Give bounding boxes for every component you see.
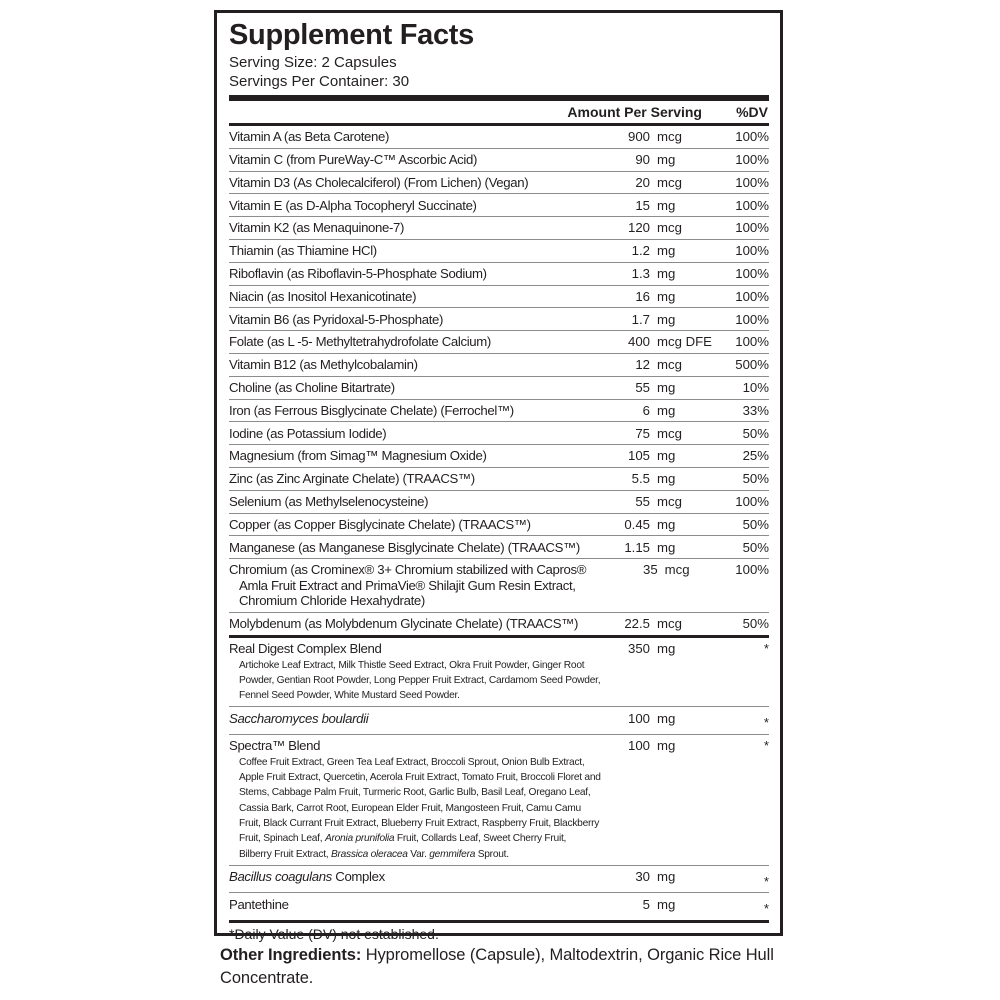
header-dv: %DV (736, 104, 768, 120)
row-unit: mcg (657, 220, 682, 236)
table-row (229, 376, 769, 399)
row-dv: 500% (735, 357, 769, 373)
blend-name: Spectra™ Blend (229, 738, 321, 754)
row-name (229, 735, 601, 865)
row-qty: 12 (635, 357, 650, 373)
row-unit: mcg DFE (657, 334, 712, 350)
row-qty: 6 (642, 402, 650, 418)
row-qty: 22.5 (624, 616, 650, 632)
row-name: Chromium (as Crominex® 3+ Chromium stabilized with Capros® Amla Fruit Extract and PrimaVie® Shilajit Gum Resin Extract, Chromium Chloride Hexahydrate) (229, 562, 587, 609)
table-row (229, 612, 769, 635)
table-row (229, 490, 769, 513)
row-unit: mcg (657, 425, 682, 441)
row-qty: 105 (627, 448, 650, 464)
row-unit: mg (657, 311, 676, 327)
row-dv: * (763, 901, 769, 917)
row-name: Thiamin (as Thiamine HCl) (229, 243, 377, 259)
row-qty: 1.3 (631, 266, 650, 282)
table-row (229, 148, 769, 171)
table-row (229, 444, 769, 467)
row-name: Choline (as Choline Bitartrate) (229, 380, 395, 396)
table-row (229, 558, 769, 612)
ingredient-aronia: Aronia prunifolia (324, 833, 395, 845)
row-qty: 900 (627, 129, 650, 145)
table-row-spectra-blend (229, 734, 769, 865)
row-unit: mg (657, 738, 676, 754)
row-dv: * (763, 641, 769, 657)
table-row (229, 330, 769, 353)
row-name: Vitamin C (from PureWay-C™ Ascorbic Acid) (229, 152, 477, 168)
row-dv: 100% (735, 220, 769, 236)
table-row (229, 126, 769, 148)
row-unit: mg (657, 152, 676, 168)
row-dv: 100% (735, 494, 769, 510)
blend-name: Real Digest Complex Blend (229, 641, 382, 657)
row-unit: mg (657, 896, 676, 912)
table-row (229, 193, 769, 216)
table-row (229, 285, 769, 308)
row-name-text: Saccharomyces boulardii (229, 710, 369, 726)
table-row (229, 421, 769, 444)
row-name: Molybdenum (as Molybdenum Glycinate Chelate) (TRAACS™) (229, 616, 579, 632)
row-name (229, 707, 601, 734)
ingredient-sprout: Sprout. (477, 848, 509, 860)
ingredient-var: Var. (410, 848, 427, 860)
row-unit: mg (657, 402, 676, 418)
row-unit: mg (657, 516, 676, 532)
row-qty: 15 (635, 197, 650, 213)
table-row (229, 399, 769, 422)
other-ingredients-text: Hypromellose (Capsule), Maltodextrin, Organic Rice Hull Concentrate. (220, 946, 774, 987)
row-name: Folate (as L -5- Methyltetrahydrofolate Calcium) (229, 334, 491, 350)
row-dv: 100% (735, 174, 769, 190)
row-unit: mcg (657, 616, 682, 632)
row-dv: 100% (735, 562, 770, 578)
table-row (229, 171, 769, 194)
row-dv: 100% (735, 311, 769, 327)
row-qty: 400 (627, 334, 650, 350)
row-qty: 75 (635, 425, 650, 441)
row-dv: * (763, 738, 769, 754)
row-name (229, 638, 601, 707)
row-unit: mg (657, 641, 676, 657)
row-dv: 25% (742, 448, 769, 464)
row-dv: 50% (742, 616, 769, 632)
row-unit: mcg (664, 562, 690, 578)
header-amount: Amount Per Serving (567, 104, 702, 120)
row-dv: 50% (742, 516, 769, 532)
table-row (229, 239, 769, 262)
row-unit: mg (657, 288, 676, 304)
row-unit: mg (657, 197, 676, 213)
row-name: Zinc (as Zinc Arginate Chelate) (TRAACS™) (229, 471, 475, 487)
row-dv: 100% (735, 129, 769, 145)
row-name: Vitamin B6 (as Pyridoxal-5-Phosphate) (229, 311, 444, 327)
row-qty: 100 (627, 710, 650, 726)
table-row (229, 467, 769, 490)
row-qty: 1.2 (631, 243, 650, 259)
row-dv: 100% (735, 334, 769, 350)
row-dv: 50% (742, 539, 769, 555)
row-name: Copper (as Copper Bisglycinate Chelate) (TRAACS™) (229, 516, 531, 532)
row-dv: 50% (742, 471, 769, 487)
row-qty: 5 (642, 896, 650, 912)
row-unit: mg (657, 448, 676, 464)
row-qty: 5.5 (631, 471, 650, 487)
servings-per-container: Servings Per Container: 30 (229, 73, 410, 90)
row-unit: mcg (657, 174, 682, 190)
row-qty: 100 (627, 738, 650, 754)
row-name: Pantethine (229, 896, 289, 912)
row-qty: 55 (635, 380, 650, 396)
table-row (229, 513, 769, 536)
row-dv: 100% (735, 266, 769, 282)
row-name: Vitamin A (as Beta Carotene) (229, 129, 390, 145)
ingredients-part2: Fruit, Collards Leaf, Sweet Cherry Fruit, Bilberry Fruit Extract, (239, 833, 567, 860)
row-name: Vitamin B12 (as Methylcobalamin) (229, 357, 418, 373)
table-row-pantethine (229, 892, 769, 920)
row-name: Vitamin E (as D-Alpha Tocopheryl Succinate) (229, 197, 477, 213)
column-header (229, 101, 769, 123)
row-qty: 90 (635, 152, 650, 168)
row-qty: 1.7 (631, 311, 650, 327)
row-dv: 100% (735, 288, 769, 304)
serving-size: Serving Size: 2 Capsules (229, 54, 397, 71)
row-name: Vitamin K2 (as Menaquinone-7) (229, 220, 405, 236)
row-qty: 0.45 (624, 516, 650, 532)
other-ingredients (220, 944, 780, 990)
row-unit: mcg (657, 494, 682, 510)
row-unit: mg (657, 471, 676, 487)
row-qty: 30 (635, 869, 650, 885)
row-unit: mg (657, 710, 676, 726)
table-row (229, 262, 769, 285)
row-qty: 16 (635, 288, 650, 304)
row-name (229, 866, 601, 893)
row-qty: 1.15 (624, 539, 650, 555)
row-name: Riboflavin (as Riboflavin-5-Phosphate Sodium) (229, 266, 487, 282)
row-qty: 350 (627, 641, 650, 657)
row-name: Selenium (as Methylselenocysteine) (229, 494, 429, 510)
row-unit: mg (657, 380, 676, 396)
ingredient-gemmifera: gemmifera (429, 848, 476, 860)
row-dv: 50% (742, 425, 769, 441)
row-dv: 100% (735, 243, 769, 259)
row-name-rest: Complex (335, 869, 385, 885)
table-row (229, 535, 769, 558)
row-name: Magnesium (from Simag™ Magnesium Oxide) (229, 448, 487, 464)
row-dv: 100% (735, 197, 769, 213)
table-row (229, 353, 769, 376)
supplement-facts-panel (214, 10, 783, 942)
row-unit: mcg (657, 129, 682, 145)
row-dv: 10% (742, 380, 769, 396)
row-name: Iodine (as Potassium Iodide) (229, 425, 387, 441)
ingredients-part1: Coffee Fruit Extract, Green Tea Leaf Extract, Broccoli Sprout, Onion Bulb Extract, Apple Fruit Extract, Quercetin, Acerola Fruit Extract, Tomato Fruit, Broccoli Floret and Stems, Cabbage Palm Fruit, Turmeric Root, Garlic Bulb, Basil Leaf, Oregano Leaf, Cassia Bark, Carrot Root, European Elder Fruit, Mangosteen Fruit, Camu Camu Fruit, Black Currant Fruit Extract, Blueberry Fruit Extract, Raspberry Fruit, Blackberry Fruit, Spinach Leaf, (239, 756, 601, 845)
row-unit: mg (657, 869, 676, 885)
row-name: Niacin (as Inositol Hexanicotinate) (229, 288, 417, 304)
ingredient-brassica: Brassica oleracea (330, 848, 408, 860)
row-unit: mg (657, 539, 676, 555)
row-qty: 120 (627, 220, 650, 236)
row-dv: 100% (735, 152, 769, 168)
table-row-bacillus (229, 865, 769, 893)
panel-title: Supplement Facts (229, 19, 474, 51)
row-qty: 35 (643, 562, 658, 578)
row-qty: 20 (635, 174, 650, 190)
row-unit: mg (657, 243, 676, 259)
row-dv: 33% (742, 402, 769, 418)
row-unit: mcg (657, 357, 682, 373)
footnote: *Daily Value (DV) not established. (229, 920, 769, 945)
table-row (229, 216, 769, 239)
blend-ingredients: Artichoke Leaf Extract, Milk Thistle Seed Extract, Okra Fruit Powder, Ginger Root Powder, Gentian Root Powder, Long Pepper Fruit Extract, Cardamom Seed Powder, Fennel Seed Powder, White Mustard Seed Powder. (239, 659, 601, 702)
row-name-italic: Bacillus coagulans (229, 869, 332, 885)
row-name: Vitamin D3 (As Cholecalciferol) (From Lichen) (Vegan) (229, 174, 529, 190)
row-dv: * (763, 873, 769, 889)
table-row-digest-blend (229, 638, 769, 707)
table-row-saccharomyces (229, 706, 769, 734)
table-row (229, 307, 769, 330)
vitamin-table (229, 126, 769, 635)
row-name: Manganese (as Manganese Bisglycinate Chelate) (TRAACS™) (229, 539, 580, 555)
row-unit: mg (657, 266, 676, 282)
row-qty: 55 (635, 494, 650, 510)
blend-ingredients (229, 755, 601, 862)
other-ingredients-label: Other Ingredients: (220, 946, 362, 964)
row-name: Iron (as Ferrous Bisglycinate Chelate) (Ferrochel™) (229, 402, 514, 418)
row-dv: * (763, 715, 769, 731)
